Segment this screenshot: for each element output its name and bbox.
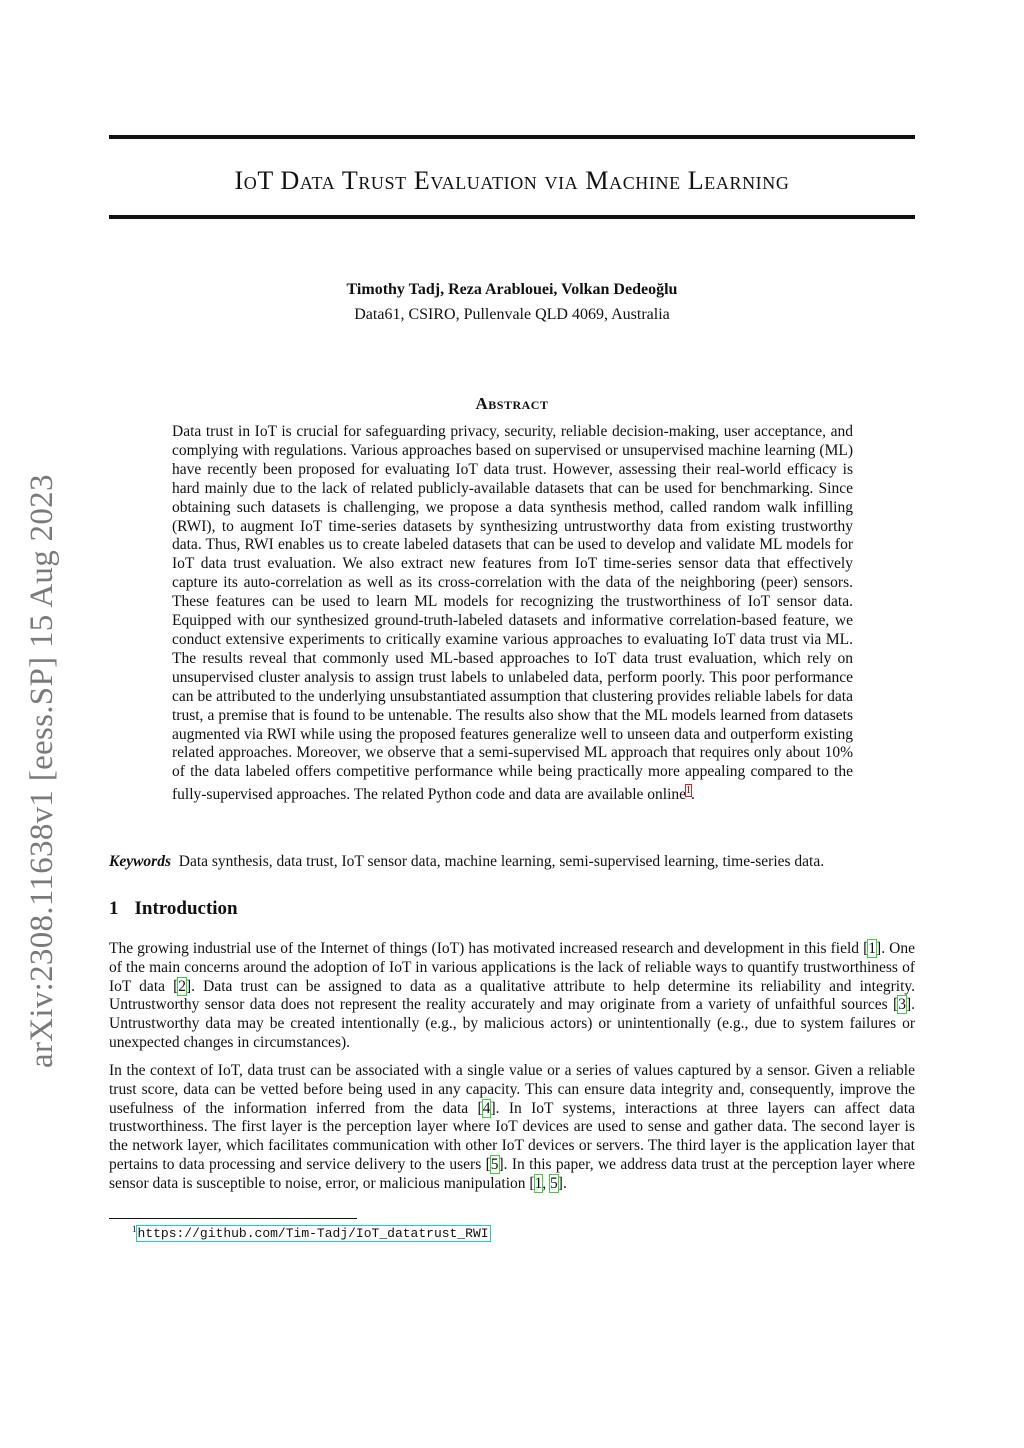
author-list: Timothy Tadj, Reza Arablouei, Volkan Dedeoğlu: [346, 281, 678, 298]
abstract-end: .: [691, 786, 695, 804]
citation-link[interactable]: 1: [534, 1174, 543, 1192]
citation-link[interactable]: 1: [868, 940, 877, 957]
footnote-url-link[interactable]: https://github.com/Tim-Tadj/IoT_datatrust_RWI: [137, 1226, 489, 1242]
section-heading: [109, 898, 238, 920]
text-run: In the context of IoT, data trust can be associated with a single value or a series of values captured by a sensor. Given a reliable trust score, data can be vetted before being used in any capacity. This can ensure data integrity and, consequently, improve the usefulness of the information inferred from the data [: [109, 1062, 915, 1117]
title-top-rule: [109, 135, 915, 139]
citation-link[interactable]: 5: [490, 1155, 499, 1173]
text-run: ]. In this paper, we address data trust at the perception layer where sensor data is susceptible to noise, error, or malicious manipulation [: [109, 1155, 916, 1192]
arxiv-side-stamp: arXiv:2308.11638v1 [eess.SP] 15 Aug 2023: [24, 474, 60, 1068]
text-run: ]. Data trust can be assigned to data as a qualitative attribute to help determine its reliability and integrity. Untrustworthy sensor data does not represent the reality accurately and may originate from a variety of unfaithful sources [: [109, 977, 916, 1014]
text-run: The growing industrial use of the Internet of things (IoT) has motivated increased research and development in this field [: [109, 940, 869, 957]
text-run: ]. One of the main concerns around the adoption of IoT in various applications is the lack of reliable ways to quantify trustworthiness of IoT data [: [109, 940, 915, 995]
keywords-label: Keywords: [109, 853, 171, 870]
abstract-body: [172, 423, 853, 805]
intro-paragraph-2: [109, 1062, 915, 1194]
citation-link[interactable]: 5: [550, 1174, 558, 1192]
citation-link[interactable]: 2: [178, 977, 186, 995]
abstract-heading: Abstract: [475, 394, 549, 413]
citation-link[interactable]: 3: [898, 996, 906, 1014]
keywords: [109, 852, 915, 871]
text-run: ]. In IoT systems, interactions at three layers can affect data trustworthiness. The first layer is the perception layer where IoT devices are used to sense and gather data. The second layer is the network layer, which facilitates communication with other IoT devices or servers. The third layer is the application layer that pertains to data processing and service delivery to the users [: [109, 1099, 915, 1173]
text-run: ,: [542, 1174, 551, 1192]
intro-paragraph-1: [109, 940, 915, 1053]
footnote-link[interactable]: 1: [686, 785, 692, 797]
citation-link[interactable]: 4: [482, 1099, 491, 1117]
footnote: [132, 1224, 490, 1241]
text-run: ]. Untrustworthy data may be created intentionally (e.g., by malicious actors) or unintentionally (e.g., due to system failures or unexpected changes in circumstances).: [109, 996, 915, 1051]
title-bottom-rule: [109, 215, 915, 219]
footnote-rule: [109, 1218, 357, 1219]
keywords-text: Data synthesis, data trust, IoT sensor data, machine learning, semi-supervised learning, time-series data.: [178, 853, 825, 870]
footnote-mark: 1: [132, 1224, 137, 1234]
abstract-text: Data trust in IoT is crucial for safeguarding privacy, security, reliable decision-making, user acceptance, and complying with regulations. Various approaches based on supervised or unsupervised machine learning (ML) have recently been proposed for evaluating IoT data trust. However, assessing their real-world efficacy is hard mainly due to the lack of related publicly-available datasets that can be used for benchmarking. Since obtaining such datasets is challenging, we propose a data synthesis method, called random walk infilling (RWI), to augment IoT time-series datasets by synthesizing untrustworthy data from existing trustworthy data. Thus, RWI enables us to create labeled datasets that can be used to develop and validate ML models for IoT data trust evaluation. We also extract new features from IoT time-series sensor data that effectively capture its auto-correlation as well as its cross-correlation with the data of the neighboring (peer) sensors. These features can be used to learn ML models for recognizing the trustworthiness of IoT sensor data. Equipped with our synthesized ground-truth-labeled datasets and informative correlation-based feature, we conduct extensive experiments to critically examine various approaches to evaluating IoT data trust via ML. The results reveal that commonly used ML-based approaches to IoT data trust evaluation, which rely on unsupervised cluster analysis to assign trust labels to unlabeled data, perform poorly. This poor performance can be attributed to the underlying unsubstantiated assumption that clustering provides reliable labels for data trust, a premise that is found to be untenable. The results also show that the ML models learned from datasets augmented via RWI while using the proposed features generalize well to unseen data and outperform existing related approaches. Moreover, we observe that a semi-supervised ML approach that requires only about 10% of the data labeled offers competitive performance while being practically more appealing compared to the fully-supervised approaches. The related Python code and data are available online: [172, 423, 853, 804]
section-title: Introduction: [134, 898, 238, 919]
affiliation: Data61, CSIRO, Pullenvale QLD 4069, Australia: [354, 306, 670, 323]
paper-title: IoT Data Trust Evaluation via Machine Learning: [234, 166, 790, 195]
text-run: ].: [557, 1174, 567, 1192]
section-number: 1: [109, 898, 119, 919]
